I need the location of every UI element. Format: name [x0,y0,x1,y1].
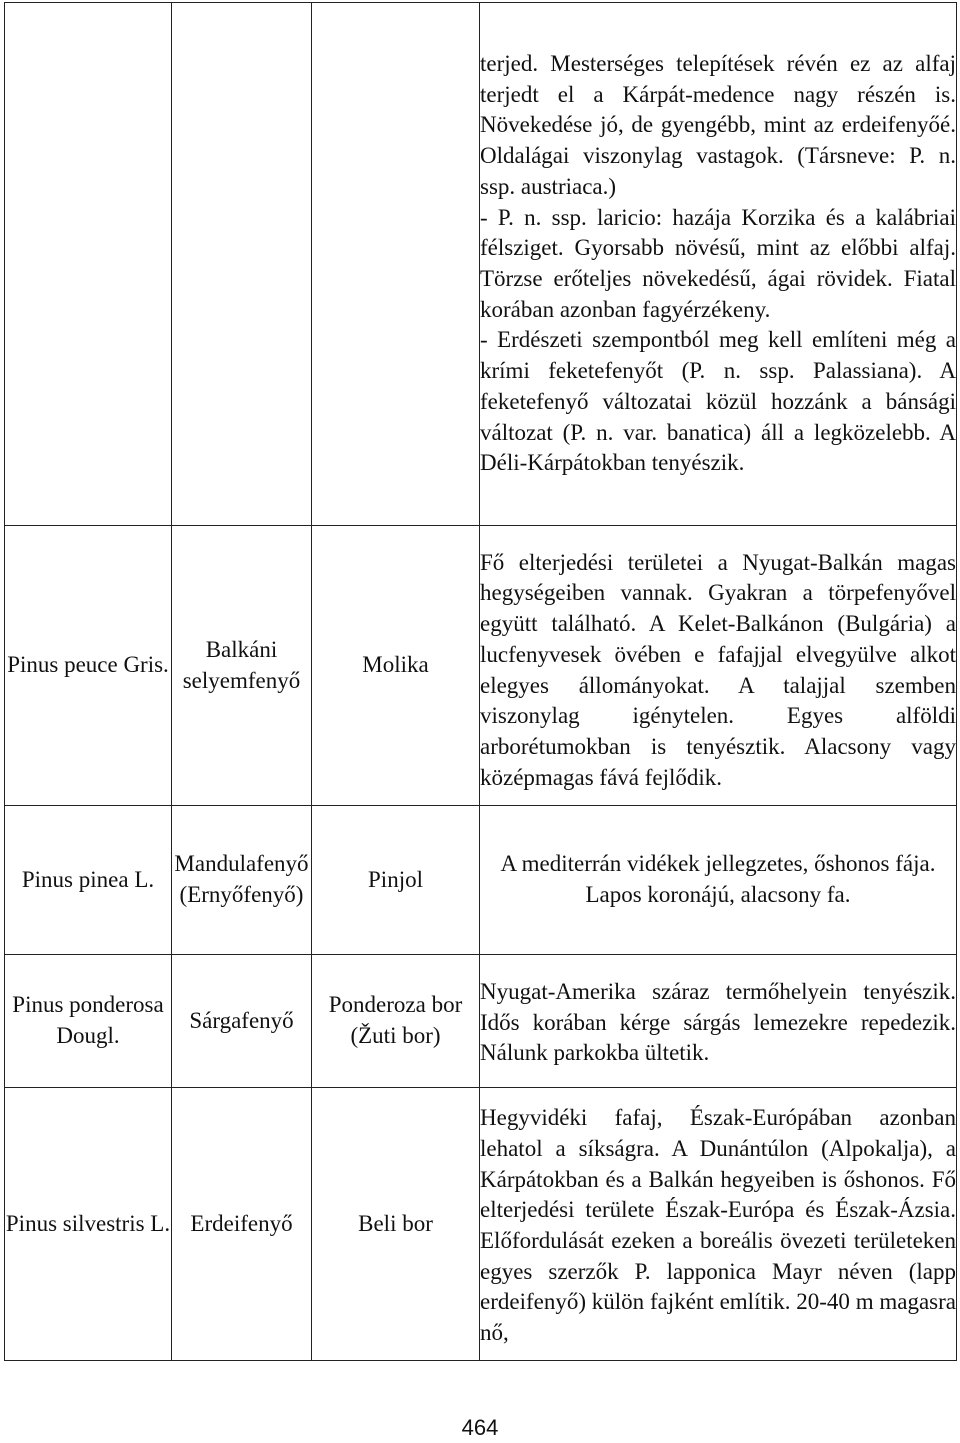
table-row [5,806,957,955]
description-cell [480,1088,957,1361]
description-paragraph: Nyugat-Amerika száraz termőhelyein tenyészik. Idős korában kérge sárgás lemezekre repedezik. Nálunk parkokba ültetik. [480,978,956,1066]
latin-name-cell [5,3,172,526]
table-row [5,1088,957,1361]
table-row [5,526,957,806]
hungarian-name-cell: Sárgafenyő [172,955,312,1088]
hungarian-name-cell [172,3,312,526]
hungarian-name-cell: Balkáni selyemfenyő [172,526,312,806]
local-name-cell: Ponderoza bor (Žuti bor) [312,955,480,1088]
description-paragraph: Fő elterjedési területei a Nyugat-Balkán magas hegységeiben vannak. Gyakran a törpefenyővel együtt található. A Kelet-Balkánon (Bulgária) a lucfenyvesek övében e fafajjal elvegyülve alkot elegyes állományokat. A talajjal szemben viszonylag igénytelen. Egyes alföldi arborétumokban is tenyésztik. Alacsony vagy középmagas fává fejlődik. [480,549,956,790]
latin-name-cell: Pinus silvestris L. [5,1088,172,1361]
page-number: 464 [461,1415,499,1440]
description-paragraph: - Erdészeti szempontból meg kell említeni még a krími feketefenyőt (P. n. ssp. Palassiana). A feketefenyő változatai közül hozzánk a bánsági változat (P. n. var. banatica) áll a legközelebb. A Déli-Kárpátokban tenyészik. [480,327,956,476]
latin-name-cell: Pinus pinea L. [5,806,172,955]
local-name-cell: Pinjol [312,806,480,955]
latin-name-cell: Pinus ponderosa Dougl. [5,955,172,1088]
species-table [4,2,957,1361]
description-cell [480,526,957,806]
table-row [5,955,957,1088]
local-name-cell [312,3,480,526]
hungarian-name-cell: Mandulafenyő (Ernyőfenyő) [172,806,312,955]
description-cell [480,806,957,955]
local-name-cell: Molika [312,526,480,806]
description-paragraph: - P. n. ssp. laricio: hazája Korzika és a kalábriai félsziget. Gyorsabb növésű, mint az előbbi alfaj. Törzse erőteljes növekedésű, ágai rövidek. Fiatal korában azonban fagyérzékeny. [480,204,956,322]
description-paragraph: Hegyvidéki fafaj, Észak-Európában azonban lehatol a síkságra. A Dunántúlon (Alpokalja), a Kárpátokban és a Balkán hegyeiben is őshonos. Fő elterjedési területe Észak-Európa és Észak-Ázsia. Előfordulását ezeken a boreális övezeti területeken egyes szerzők P. lapponica Mayr néven (lapp erdeifenyő) külön fajként említik. 20-40 m magasra nő, [480,1105,956,1346]
latin-name-cell: Pinus peuce Gris. [5,526,172,806]
description-paragraph: A mediterrán vidékek jellegzetes, őshonos fája. Lapos koronájú, alacsony fa. [500,851,936,907]
description-cell [480,3,957,526]
table-row [5,3,957,526]
hungarian-name-cell: Erdeifenyő [172,1088,312,1361]
description-paragraph: terjed. Mesterséges telepítések révén ez az alfaj terjedt el a Kárpát-medence nagy részén is. Növekedése jó, de gyengébb, mint az erdeifenyőé. Oldalágai viszonylag vastagok. (Társneve: P. n. ssp. austriaca.) [480,51,956,199]
local-name-cell: Beli bor [312,1088,480,1361]
description-cell [480,955,957,1088]
